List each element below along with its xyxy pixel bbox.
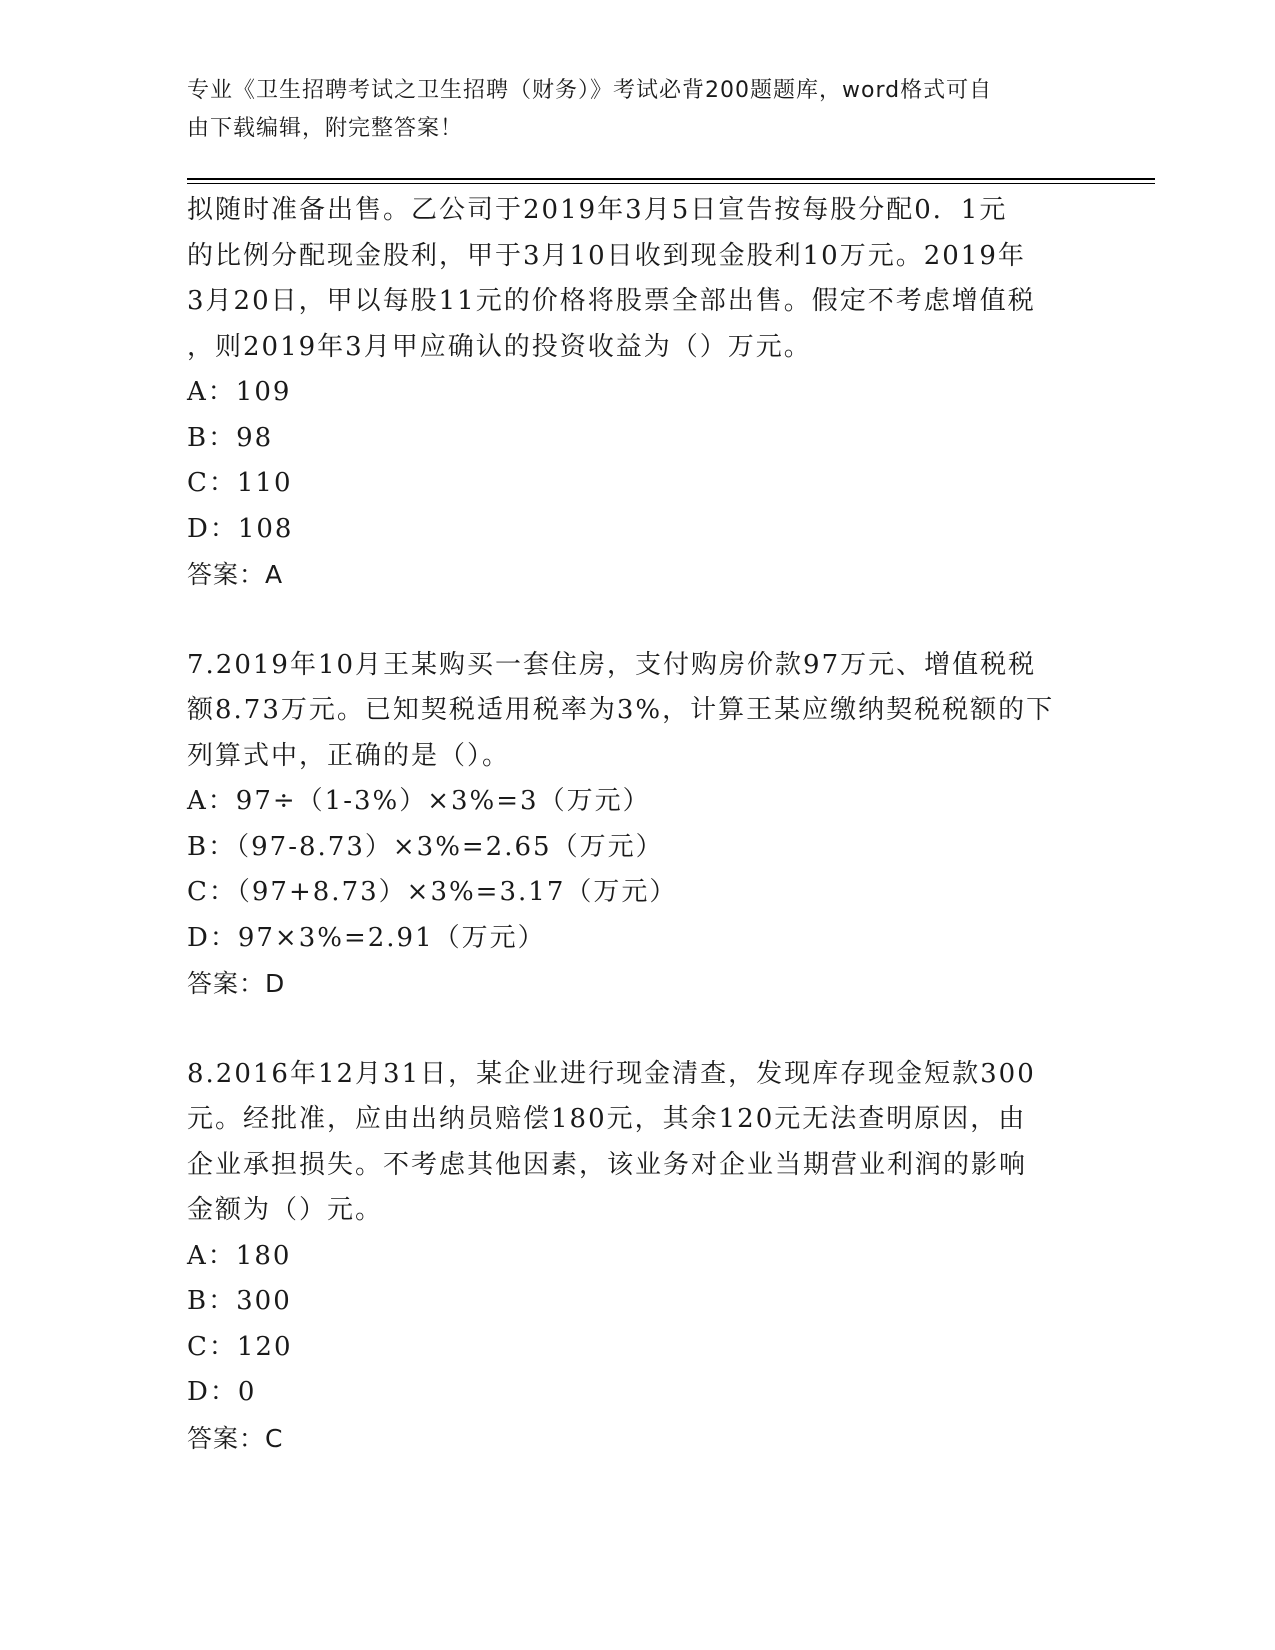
- question-text-line: 拟随时准备出售。乙公司于2019年3月5日宣告按每股分配0．1元: [187, 195, 1008, 225]
- answer-label: 答案：C: [187, 1423, 284, 1453]
- question-text-line: 的比例分配现金股利，甲于3月10日收到现金股利10万元。2019年: [187, 240, 1026, 271]
- question-8: [187, 1052, 1087, 1462]
- option-c: C：120: [187, 1331, 293, 1362]
- answer-label: 答案：A: [187, 560, 284, 589]
- header-rule-thick: [187, 178, 1155, 180]
- question-text-line: 8.2016年12月31日，某企业进行现金清查，发现库存现金短款300: [187, 1058, 1036, 1089]
- answer-label: 答案：D: [187, 969, 286, 998]
- option-d: D：0: [187, 1377, 257, 1407]
- question-text-line: 列算式中，正确的是（）。: [187, 740, 511, 771]
- question-text-line: 3月20日，甲以每股11元的价格将股票全部出售。假定不考虑增值税: [187, 286, 1036, 316]
- option-a: A：97÷（1-3%）×3%=3（万元）: [187, 786, 651, 816]
- question-text-line: ，则2019年3月甲应确认的投资收益为（）万元。: [187, 331, 812, 362]
- header-rule-thin: [187, 183, 1155, 184]
- question-text-line: 企业承担损失。不考虑其他因素，该业务对企业当期营业利润的影响: [187, 1149, 1028, 1180]
- option-b: B：98: [187, 422, 274, 453]
- question-7: [187, 643, 1087, 1007]
- option-a: A：180: [187, 1240, 292, 1271]
- question-gap: [187, 598, 1087, 643]
- header-title-line-1: 专业《卫生招聘考试之卫生招聘（财务）》考试必背200题题库，word格式可自: [187, 78, 993, 103]
- option-c: C：110: [187, 468, 293, 498]
- option-d: D：108: [187, 513, 294, 544]
- question-text-line: 额8.73万元。已知契税适用税率为3%，计算王某应缴纳契税税额的下: [187, 695, 1055, 725]
- option-d: D：97×3%=2.91（万元）: [187, 922, 546, 953]
- option-b: B：（97-8.73）×3%=2.65（万元）: [187, 831, 664, 862]
- question-content: [187, 188, 1087, 1461]
- option-b: B：300: [187, 1286, 292, 1316]
- question-text-line: 元。经批准，应由出纳员赔偿180元，其余120元无法查明原因，由: [187, 1104, 1027, 1134]
- header-title-line-2: 由下载编辑，附完整答案！: [187, 116, 464, 141]
- question-text-line: 7.2019年10月王某购买一套住房，支付购房价款97万元、增值税税: [187, 649, 1037, 680]
- document-header: [187, 72, 1067, 148]
- question-text-line: 金额为（）元。: [187, 1195, 384, 1225]
- question-6: [187, 188, 1087, 598]
- question-gap: [187, 1007, 1087, 1052]
- option-c: C：（97+8.73）×3%=3.17（万元）: [187, 877, 678, 907]
- option-a: A：109: [187, 377, 292, 407]
